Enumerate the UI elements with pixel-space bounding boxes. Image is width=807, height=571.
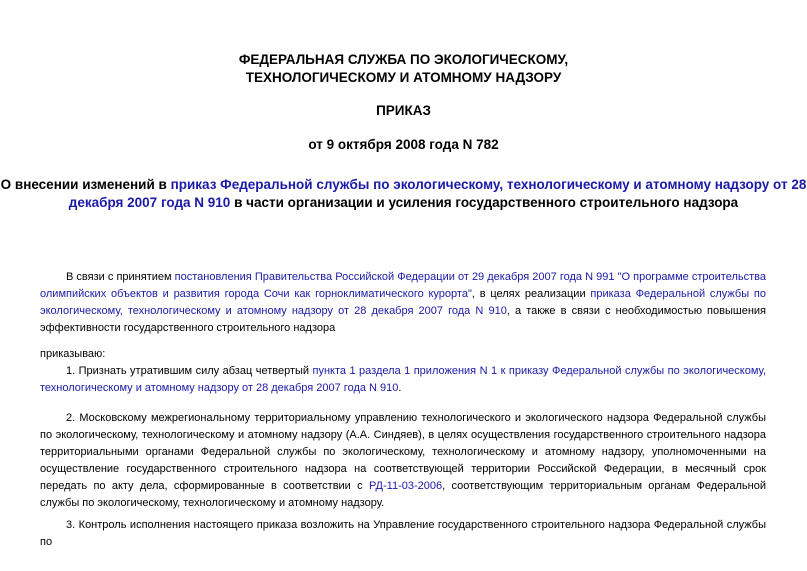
- link-appendix-1-order-910[interactable]: пункта 1 раздела 1 приложения N 1 к приказу Федеральной службы по экологическому, технологическому и атомному надзору от 28 декабря 2007 года N 910: [40, 365, 766, 394]
- title-text-1: О внесении изменений в: [0, 177, 171, 192]
- title-link-order-910[interactable]: приказ Федеральной службы по экологическому, технологическому и атомному надзору от 28 декабря 2007 года N 910: [68, 177, 807, 210]
- order-item-1: [40, 363, 766, 397]
- order-item-2: [40, 410, 766, 512]
- document-date-number: от 9 октября 2008 года N 782: [308, 137, 499, 152]
- authority-line-1: ФЕДЕРАЛЬНАЯ СЛУЖБА ПО ЭКОЛОГИЧЕСКОМУ,: [238, 52, 569, 67]
- item1-text-2: .: [398, 382, 402, 394]
- link-order-910[interactable]: приказа Федеральной службы по экологическому, технологическому и атомному надзору от 28 декабря 2007 года N 910: [40, 288, 766, 317]
- preamble-paragraph: [40, 269, 766, 337]
- title-text-2: в части организации и усиления государственного строительного надзора: [230, 195, 739, 210]
- document-type: ПРИКАЗ: [376, 103, 431, 118]
- order-item-3: [40, 517, 766, 551]
- item2-text-2: , соответствующим территориальным органам Федеральной службы по экологическому, технологическому и атомному надзору.: [40, 480, 766, 509]
- preamble-text-2: , в целях реализации: [471, 288, 591, 300]
- link-rd-11-03-2006[interactable]: РД-11-03-2006: [368, 480, 443, 492]
- item1-text-1: 1. Признать утратившим силу абзац четвертый: [66, 365, 313, 377]
- document-title: [0, 176, 807, 212]
- issuing-authority: [0, 51, 807, 87]
- order-word: приказываю:: [40, 348, 106, 360]
- item3-text-1: 3. Контроль исполнения настоящего приказа возложить на Управление государственного строительного надзора Федеральной службы по: [40, 519, 766, 548]
- preamble-text-3: , а также в связи с необходимостью повышения эффективности государственного строительного надзора: [40, 305, 766, 334]
- preamble-text-1: В связи с принятием: [66, 271, 175, 283]
- authority-line-2: ТЕХНОЛОГИЧЕСКОМУ И АТОМНОМУ НАДЗОРУ: [245, 70, 562, 85]
- link-resolution-991[interactable]: постановления Правительства Российской Федерации от 29 декабря 2007 года N 991 "О программе строительства олимпийских объектов и развития города Сочи как горноклиматического курорта": [40, 271, 766, 300]
- item2-text-1: 2. Московскому межрегиональному территориальному управлению технологического и экологического надзора Федеральной службы по экологическому, технологическому и атомному надзору (А.А. Синдяев), в целях осуществления государственного строительного надзора территориальными органами Федеральной службы по экологическому, технологическому и атомному надзору, уполномоченными на осуществление государственного строительного надзора на соответствующей территории Российской Федерации, в месячный срок передать по акту дела, сформированные в соответствии с: [40, 412, 766, 492]
